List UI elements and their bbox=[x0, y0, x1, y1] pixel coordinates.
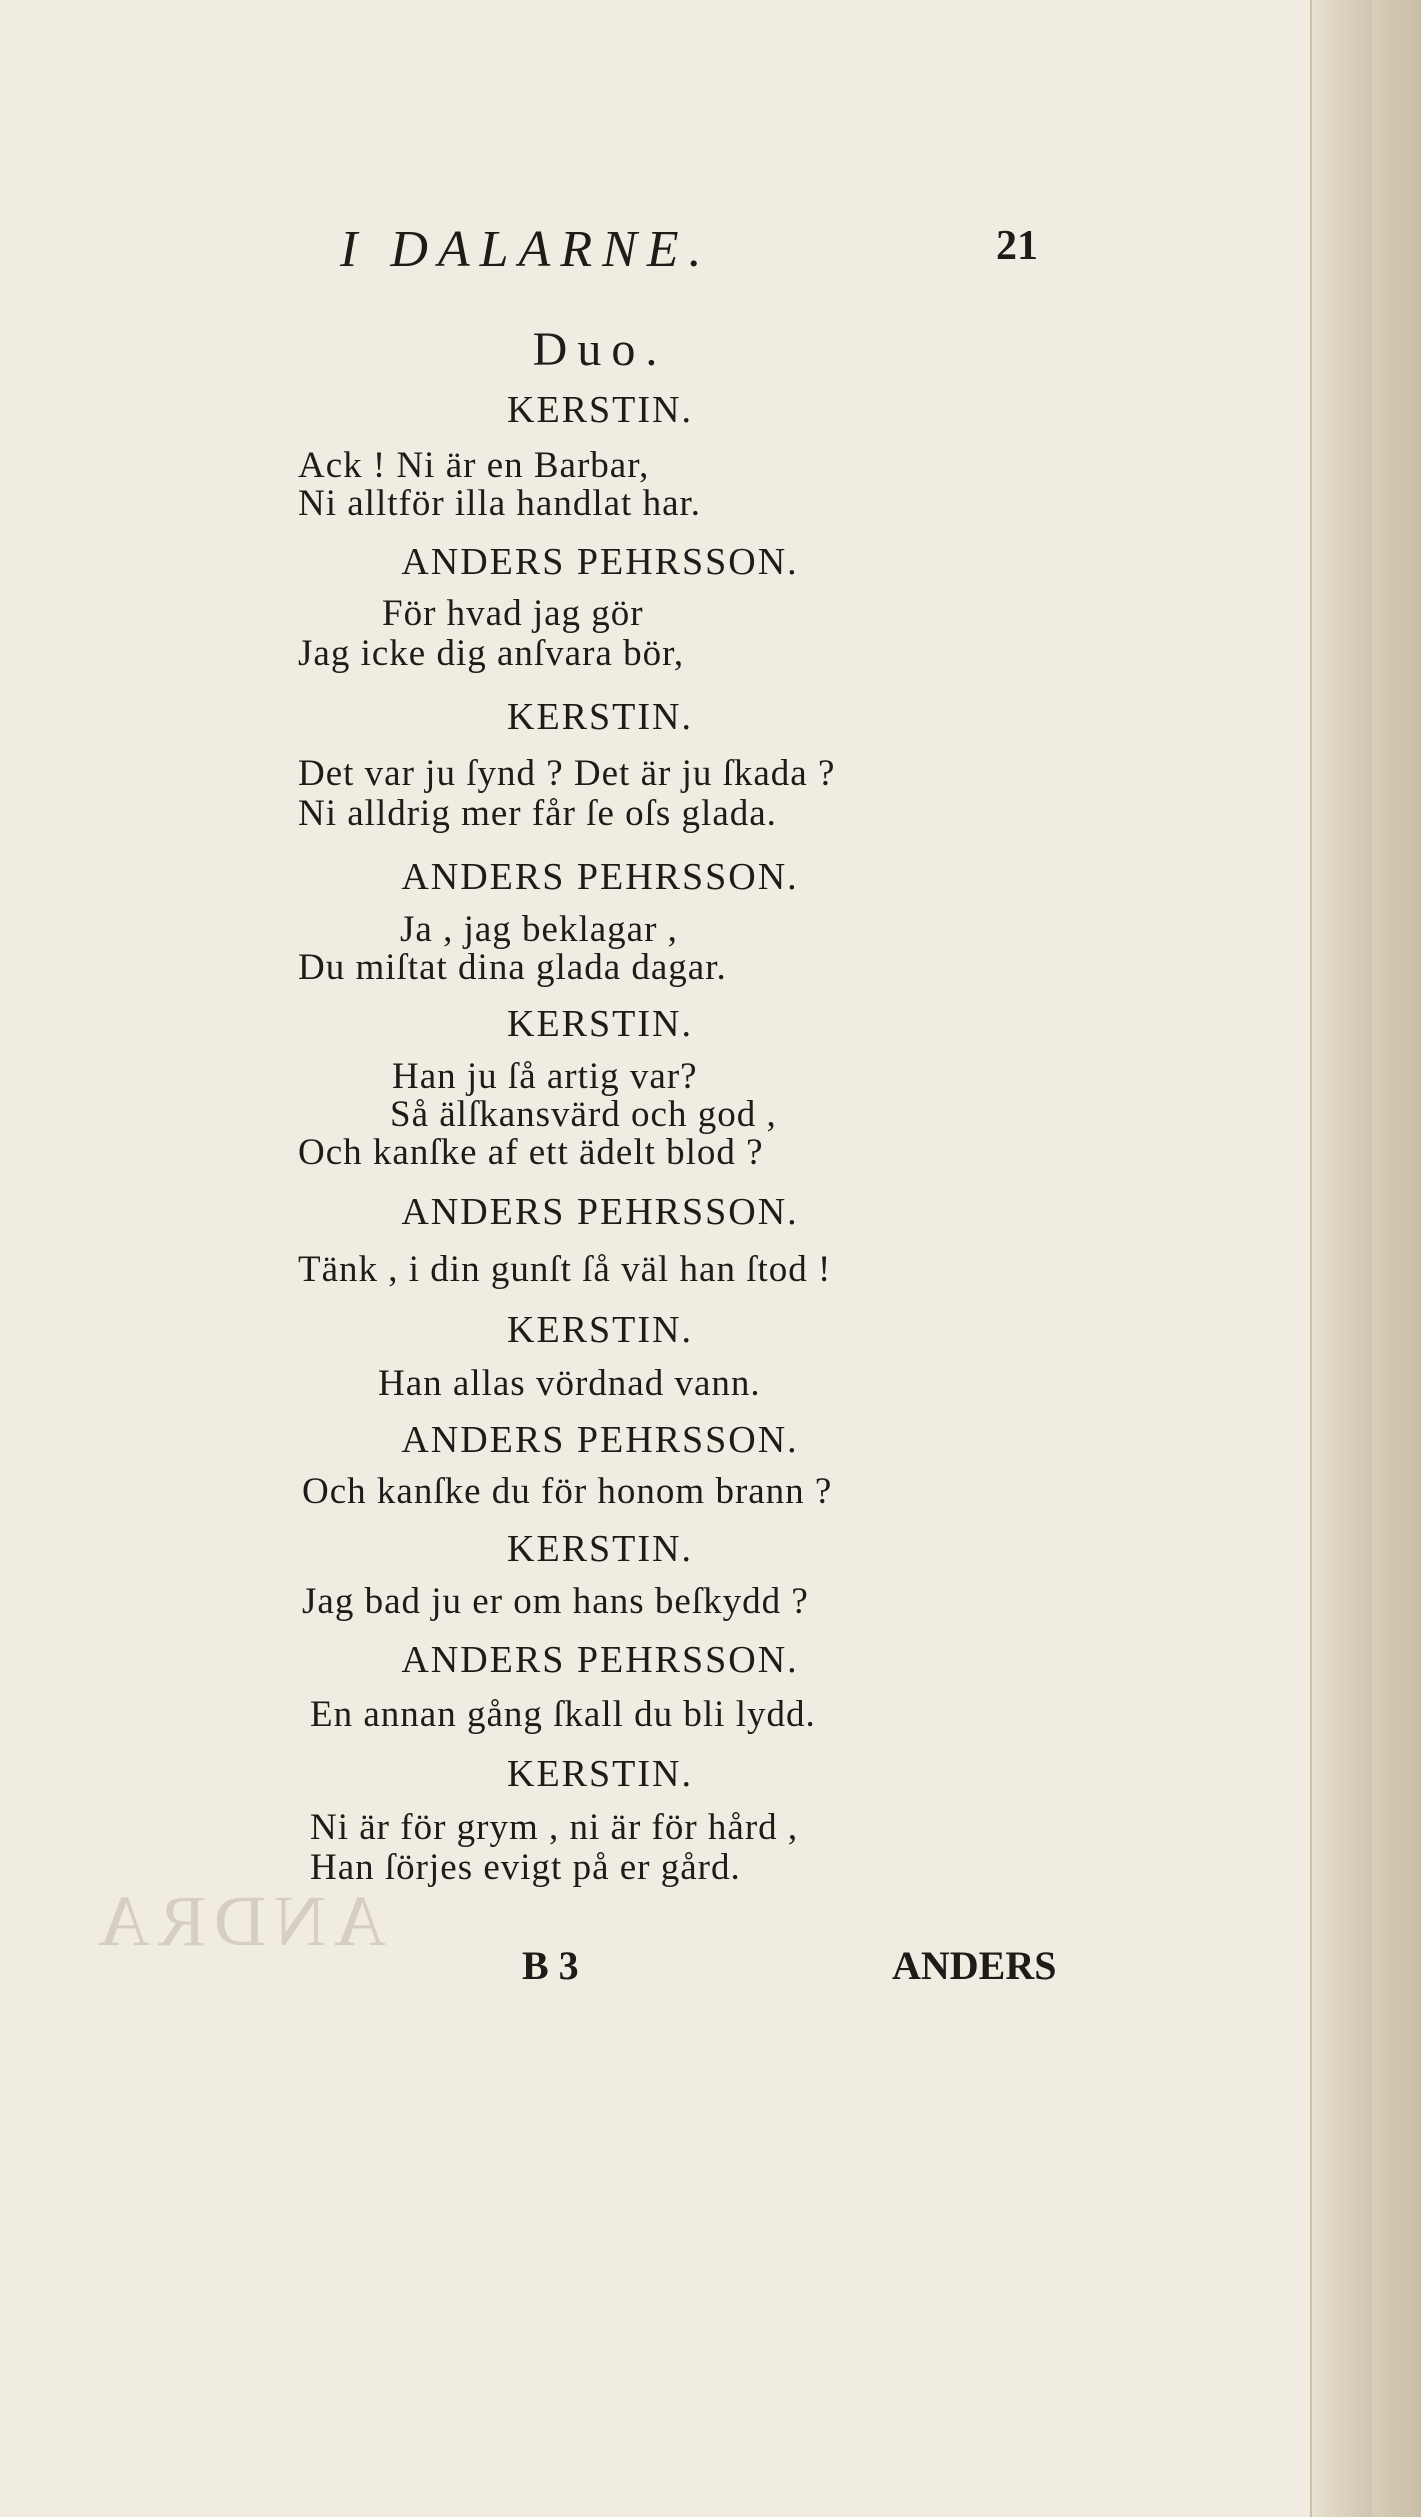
verse-line: Ni är för grym , ni är för hård , bbox=[310, 1807, 799, 1848]
verse-line: Han ju ſå artig var? bbox=[392, 1056, 698, 1097]
speaker-name: ANDERS PEHRSSON. bbox=[401, 541, 799, 583]
show-through-text: ANDRA bbox=[90, 1881, 387, 1961]
section-title: Duo. bbox=[532, 323, 668, 376]
speaker-name: ANDERS PEHRSSON. bbox=[401, 1419, 799, 1461]
verse-line: Jag bad ju er om hans beſkydd ? bbox=[302, 1581, 809, 1622]
verse-line: Ni alltför illa handlat har. bbox=[298, 483, 702, 524]
signature-mark: B 3 bbox=[522, 1943, 579, 1988]
verse-line: Du miſtat dina glada dagar. bbox=[298, 947, 727, 988]
speaker-name: KERSTIN. bbox=[507, 1528, 693, 1570]
speaker-name: KERSTIN. bbox=[507, 1003, 693, 1045]
verse-line: För hvad jag gör bbox=[382, 593, 644, 634]
speaker-name: KERSTIN. bbox=[507, 696, 693, 738]
verse-line: Så älſkansvärd och god , bbox=[390, 1094, 777, 1135]
page-number: 21 bbox=[996, 223, 1038, 269]
verse-line: Ja , jag beklagar , bbox=[400, 909, 678, 950]
speaker-name: ANDERS PEHRSSON. bbox=[401, 1639, 799, 1681]
speaker-name: KERSTIN. bbox=[507, 389, 693, 431]
page-edge bbox=[1310, 0, 1372, 2517]
speaker-name: ANDERS PEHRSSON. bbox=[401, 1191, 799, 1233]
verse-line: Jag icke dig anſvara bör, bbox=[298, 633, 685, 674]
verse-line: Det var ju ſynd ? Det är ju ſkada ? bbox=[298, 753, 836, 794]
verse-line: Ni alldrig mer får ſe oſs glada. bbox=[298, 793, 777, 834]
verse-line: Och kanſke af ett ädelt blod ? bbox=[298, 1132, 764, 1173]
running-head: I DALARNE. bbox=[340, 221, 712, 278]
verse-line: En annan gång ſkall du bli lydd. bbox=[310, 1694, 816, 1735]
verse-line: Tänk , i din gunſt ſå väl han ſtod ! bbox=[298, 1249, 832, 1290]
catchword: ANDERS bbox=[892, 1943, 1057, 1988]
speaker-name: KERSTIN. bbox=[507, 1753, 693, 1795]
speaker-name: ANDERS PEHRSSON. bbox=[401, 856, 799, 898]
page-edge-shadow bbox=[1372, 0, 1421, 2517]
speaker-name: KERSTIN. bbox=[507, 1309, 693, 1351]
verse-line: Ack ! Ni är en Barbar, bbox=[298, 445, 650, 486]
verse-line: Han allas vördnad vann. bbox=[378, 1363, 761, 1404]
verse-line: Och kanſke du för honom brann ? bbox=[302, 1471, 833, 1512]
verse-line: Han ſörjes evigt på er gård. bbox=[310, 1847, 741, 1888]
